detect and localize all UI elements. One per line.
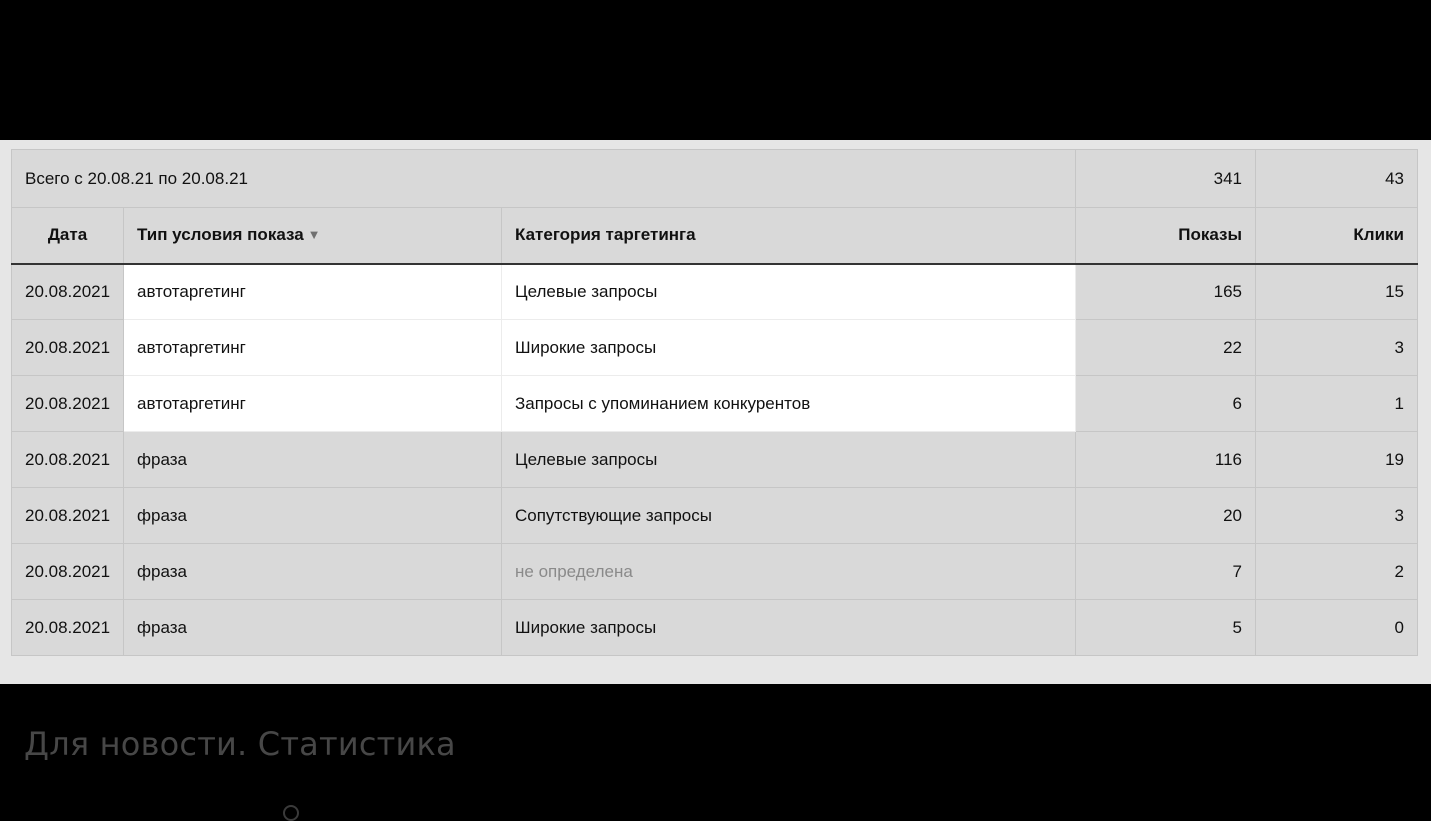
column-header-type[interactable] — [124, 208, 502, 264]
cell-type: автотаргетинг — [124, 376, 502, 432]
cell-shows: 7 — [1076, 544, 1256, 600]
circle-icon — [283, 805, 299, 821]
cell-category: Сопутствующие запросы — [502, 488, 1076, 544]
column-header-shows[interactable] — [1076, 208, 1256, 264]
column-header-clicks-label: Клики — [1353, 225, 1404, 245]
cell-category: Запросы с упоминанием конкурентов — [502, 376, 1076, 432]
total-label: Всего с 20.08.21 по 20.08.21 — [12, 150, 1076, 208]
total-shows: 341 — [1076, 150, 1256, 208]
statistics-table — [11, 149, 1418, 656]
cell-clicks: 2 — [1256, 544, 1418, 600]
cell-category: Целевые запросы — [502, 264, 1076, 320]
table-row — [12, 320, 1418, 376]
cell-date: 20.08.2021 — [12, 432, 124, 488]
table-row — [12, 264, 1418, 320]
cell-shows: 165 — [1076, 264, 1256, 320]
cell-category: Целевые запросы — [502, 432, 1076, 488]
table-row — [12, 544, 1418, 600]
caption-text: Для новости. Статистика — [24, 725, 456, 763]
statistics-panel — [0, 140, 1431, 684]
cell-date: 20.08.2021 — [12, 600, 124, 656]
cell-type: автотаргетинг — [124, 320, 502, 376]
cell-date: 20.08.2021 — [12, 376, 124, 432]
table-row — [12, 376, 1418, 432]
table-row — [12, 600, 1418, 656]
cell-category: Широкие запросы — [502, 600, 1076, 656]
cell-shows: 5 — [1076, 600, 1256, 656]
cell-shows: 116 — [1076, 432, 1256, 488]
cell-clicks: 3 — [1256, 320, 1418, 376]
cell-clicks: 19 — [1256, 432, 1418, 488]
cell-type: фраза — [124, 600, 502, 656]
column-header-shows-label: Показы — [1178, 225, 1242, 245]
cell-category: не определена — [502, 544, 1076, 600]
cell-type: фраза — [124, 544, 502, 600]
cell-type: фраза — [124, 432, 502, 488]
cell-clicks: 3 — [1256, 488, 1418, 544]
cell-clicks: 15 — [1256, 264, 1418, 320]
cell-date: 20.08.2021 — [12, 488, 124, 544]
cell-shows: 20 — [1076, 488, 1256, 544]
cell-category: Широкие запросы — [502, 320, 1076, 376]
cell-clicks: 1 — [1256, 376, 1418, 432]
column-header-category[interactable] — [502, 208, 1076, 264]
cell-clicks: 0 — [1256, 600, 1418, 656]
table-row — [12, 432, 1418, 488]
cell-type: фраза — [124, 488, 502, 544]
column-header-type-label: Тип условия показа — [137, 225, 304, 245]
cell-date: 20.08.2021 — [12, 264, 124, 320]
total-clicks: 43 — [1256, 150, 1418, 208]
cell-type: автотаргетинг — [124, 264, 502, 320]
cell-shows: 6 — [1076, 376, 1256, 432]
total-row — [12, 150, 1418, 208]
cell-date: 20.08.2021 — [12, 320, 124, 376]
sort-desc-icon[interactable]: ▼ — [307, 227, 321, 243]
cell-shows: 22 — [1076, 320, 1256, 376]
column-header-date[interactable] — [12, 208, 124, 264]
cell-date: 20.08.2021 — [12, 544, 124, 600]
column-header-date-label: Дата — [47, 225, 88, 245]
column-header-category-label: Категория таргетинга — [515, 225, 696, 245]
header-row — [12, 208, 1418, 264]
column-header-clicks[interactable] — [1256, 208, 1418, 264]
table-row — [12, 488, 1418, 544]
